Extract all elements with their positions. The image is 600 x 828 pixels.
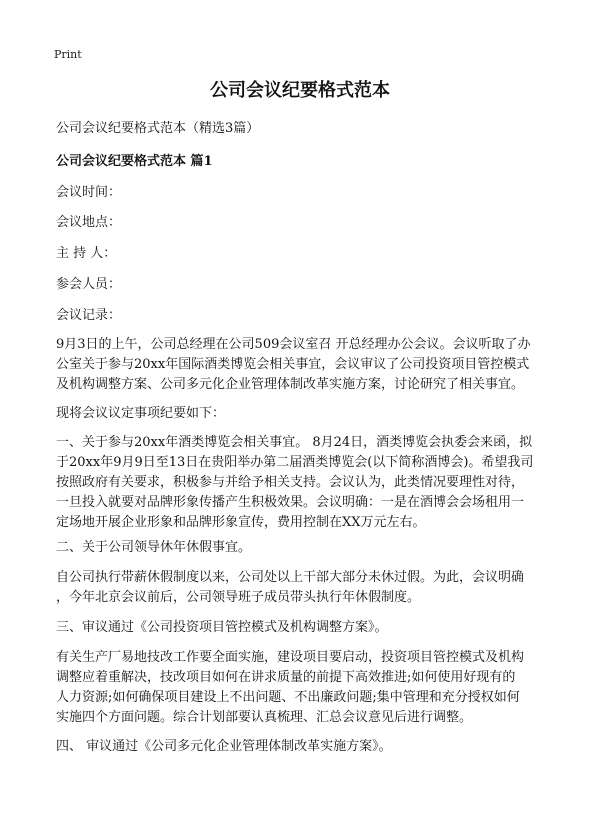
item4-title: 四、 审议通过《公司多元化企业管理体制改革实施方案》。 xyxy=(56,739,392,754)
item1-title: 一、关于参与20xx年酒类博览会相关事宜。 8月24日，酒类博览会执委会来函，拟 xyxy=(56,435,533,450)
field-attendees: 参会人员： xyxy=(56,277,122,292)
item2-line: ，今年北京会议前后，公司领导班子成员带头执行年休假制度。 xyxy=(56,590,421,605)
item3-line: 实施四个方面问题。综合计划部要认真梳理、汇总会议意见后进行调整。 xyxy=(56,710,473,725)
intro-line: 9月3日的上午，公司总经理在公司509会议室召 开总经理办公会议。会议听取了办 xyxy=(56,337,531,352)
section-heading: 公司会议纪要格式范本 篇1 xyxy=(56,154,213,169)
item2-title: 二、关于公司领导休年休假事宜。 xyxy=(56,540,252,555)
item1-line: 按照政府有关要求，积极参与并给予相关支持。会议认为，此类情况要理性对待， xyxy=(56,475,525,490)
intro-paragraph xyxy=(56,335,550,395)
document-subtitle: 公司会议纪要格式范本（精选3篇） xyxy=(56,121,260,136)
item3-line: 人力资源;如何确保项目建设上不出问题、不出廉政问题;集中管理和充分授权如何 xyxy=(56,690,520,705)
item1-paragraph xyxy=(56,433,550,533)
decisions-intro: 现将会议议定事项纪要如下： xyxy=(56,406,226,421)
intro-line: 及机构调整方案、公司多元化企业管理体制改革实施方案，讨论研究了相关事宜。 xyxy=(56,377,525,392)
page-title: 公司会议纪要格式范本 xyxy=(210,80,390,101)
item3-line: 调整应着重解决，技改项目如何在讲求质量的前提下高效推进;如何使用好现有的 xyxy=(56,670,516,685)
field-host: 主 持 人： xyxy=(56,246,117,261)
print-link[interactable]: Print xyxy=(54,48,82,61)
intro-line: 公室关于参与20xx年国际酒类博览会相关事宜，会议审议了公司投资项目管控模式 xyxy=(56,357,530,372)
item2-line: 自公司执行带薪休假制度以来，公司处以上干部大部分未休过假。为此，会议明确 xyxy=(56,570,525,585)
field-meeting-place: 会议地点： xyxy=(56,215,122,230)
item1-line: 一旦投入就要对品牌形象传播产生积极效果。会议明确：一是在酒博会会场租用一 xyxy=(56,495,525,510)
field-record: 会议记录： xyxy=(56,308,122,323)
item1-line: 定场地开展企业形象和品牌形象宣传，费用控制在XX万元左右。 xyxy=(56,515,426,530)
field-meeting-time: 会议时间： xyxy=(56,185,122,200)
item3-title: 三、审议通过《公司投资项目管控模式及机构调整方案》。 xyxy=(56,620,388,635)
item1-line: 于20xx年9月9日至13日在贵阳举办第二届酒类博览会(以下简称酒博会)。希望我司 xyxy=(56,455,534,470)
item3-line: 有关生产厂易地技改工作要全面实施，建设项目要启动，投资项目管控模式及机构 xyxy=(56,650,525,665)
item3-paragraph xyxy=(56,648,550,728)
item2-paragraph xyxy=(56,568,550,608)
